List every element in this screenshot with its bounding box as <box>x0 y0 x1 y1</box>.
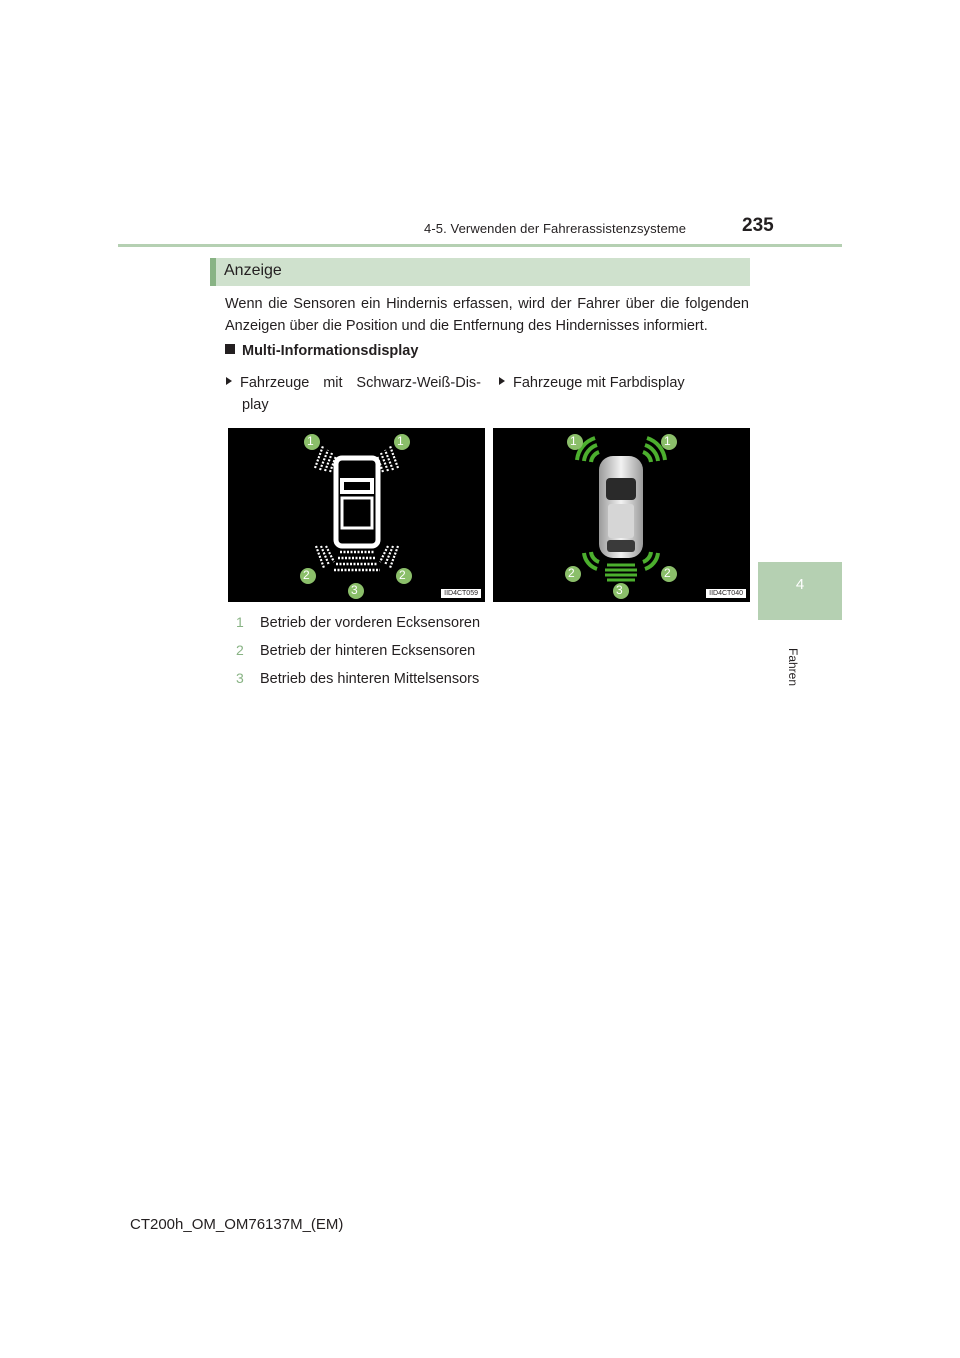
square-bullet-icon <box>225 344 235 354</box>
variant-label-line-1: Fahrzeuge mit Schwarz-Weiß-Dis- <box>226 372 481 394</box>
section-bar <box>210 258 750 286</box>
page-number: 235 <box>742 215 774 236</box>
chapter-number: 4 <box>795 576 805 593</box>
legend-item-3 <box>236 670 479 687</box>
section-bar-accent <box>210 258 216 286</box>
legend-item-2 <box>236 642 475 659</box>
callout-3: 3 <box>616 583 623 597</box>
monochrome-display-graphic <box>228 428 485 602</box>
header-rule <box>118 244 842 247</box>
rear-center-sensor-bars-icon <box>605 565 637 580</box>
callout-1-left: 1 <box>570 434 577 448</box>
callout-1-left: 1 <box>307 434 314 448</box>
triangle-bullet-icon <box>499 377 505 385</box>
callout-2-right: 2 <box>399 568 406 582</box>
document-code-footer: CT200h_OM_OM76137M_(EM) <box>130 1216 344 1233</box>
triangle-bullet-icon <box>226 377 232 385</box>
callout-2-right: 2 <box>664 566 671 580</box>
rear-right-sensor-arcs-icon <box>643 552 658 569</box>
legend-number: 1 <box>236 614 244 630</box>
variant-label-monochrome <box>226 372 481 416</box>
sub-heading-text: Multi-Informationsdisplay <box>242 343 419 359</box>
rear-left-sensor-bars-icon <box>316 546 334 568</box>
chapter-label: Fahren <box>786 648 800 687</box>
legend-text: Betrieb der hinteren Ecksensoren <box>260 643 476 659</box>
rear-right-sensor-bars-icon <box>380 546 398 568</box>
image-code: IID4CT059 <box>441 589 481 598</box>
section-title: Anzeige <box>224 262 282 279</box>
front-left-sensor-bars-icon <box>315 446 336 472</box>
rear-left-sensor-arcs-icon <box>584 552 599 569</box>
running-header-section: 4-5. Verwenden der Fahrerassistenzsysteme <box>424 221 687 236</box>
legend-text: Betrieb des hinteren Mittelsensors <box>260 671 480 687</box>
legend-number: 2 <box>236 642 244 658</box>
car-outline-icon <box>336 458 378 546</box>
rear-center-sensor-bars-icon <box>334 552 380 570</box>
color-display-figure <box>493 428 750 602</box>
color-display-graphic <box>493 428 750 602</box>
intro-paragraph: Wenn die Sensoren ein Hindernis erfassen, wird der Fahrer über die folgenden Anzeigen über die Position und die Entfernung des Hindernisses informiert. <box>225 296 749 334</box>
legend-number: 3 <box>236 670 244 686</box>
sub-heading <box>225 343 418 359</box>
callout-2-left: 2 <box>568 566 575 580</box>
callout-1-right: 1 <box>664 434 671 448</box>
legend-text: Betrieb der vorderen Ecksensoren <box>260 615 481 631</box>
image-code: IID4CT040 <box>706 589 746 598</box>
callout-2-left: 2 <box>303 568 310 582</box>
variant-label-line-2: play <box>242 397 269 413</box>
variant-label-color: Fahrzeuge mit Farbdisplay <box>499 372 749 394</box>
car-top-view-icon <box>599 456 643 558</box>
callout-1-right: 1 <box>397 434 404 448</box>
monochrome-display-figure <box>228 428 485 602</box>
legend-item-1 <box>236 614 480 631</box>
callout-3: 3 <box>351 583 358 597</box>
